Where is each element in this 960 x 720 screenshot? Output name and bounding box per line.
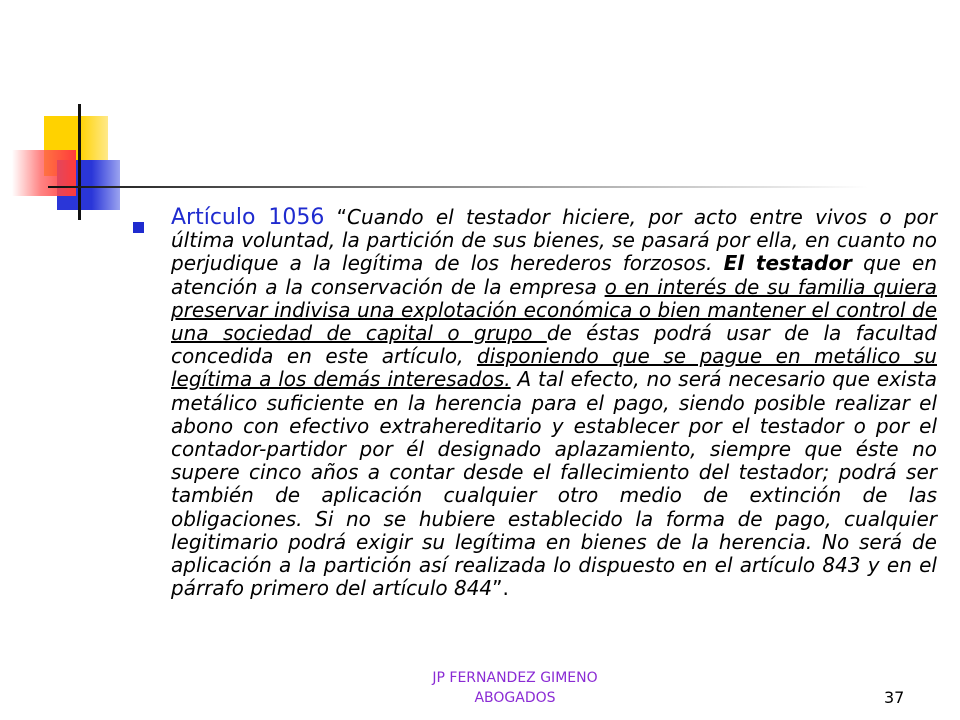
footer-line-1: JP FERNANDEZ GIMENO bbox=[432, 670, 598, 686]
decorative-horizontal-rule bbox=[48, 186, 868, 188]
article-text-part-4: A tal efecto, no será necesario que exista metálico suficiente en la herencia para el pago, siendo posible realizar el abono con efectivo extrahereditario y establecer por el testador o por el contador-partidor por él designado aplazamiento, siempre que éste no supere cinco años a contar desde el fallecimiento del testador; podrá ser también de aplicación cualquier otro medio de extinción de las obligaciones. Si no se hubiere establecido la forma de pago, cualquier legitimario podrá exigir su legítima en bienes de la herencia. No será de aplicación a la partición así realizada lo dispuesto en el artículo 843 y en el párrafo primero del artículo 844 bbox=[171, 367, 937, 601]
article-text bbox=[171, 206, 937, 600]
decorative-vertical-line bbox=[78, 104, 81, 220]
bullet-icon bbox=[133, 222, 144, 233]
article-text-part-3: de éstas podrá usar de la facultad concedida en este artículo, bbox=[171, 321, 937, 369]
page-number: 37 bbox=[884, 688, 905, 707]
article-text-underlined-2: disponiendo que se pague en metálico su legítima a los demás interesados. bbox=[171, 344, 937, 392]
footer bbox=[355, 668, 675, 708]
footer-line-2: ABOGADOS bbox=[474, 690, 556, 706]
article-text-part-1: Cuando el testador hiciere, por acto entre vivos o por última voluntad, la partición de sus bienes, se pasará por ella, en cuanto no perjudique a la legítima de los herederos forzosos. bbox=[171, 205, 938, 276]
article-text-part-2: que en atención a la conservación de la empresa bbox=[171, 251, 937, 299]
article-text-bold: El testador bbox=[723, 251, 852, 276]
decorative-red-square bbox=[12, 150, 76, 196]
opening-quote: “ bbox=[324, 205, 348, 229]
closing-quote: ”. bbox=[492, 576, 509, 601]
article-heading: Artículo 1056 bbox=[171, 205, 325, 230]
article-text-underlined-1: o en interés de su familia quiera preservar indivisa una explotación económica o bien mantener el control de una sociedad de capital o grupo bbox=[171, 274, 937, 346]
